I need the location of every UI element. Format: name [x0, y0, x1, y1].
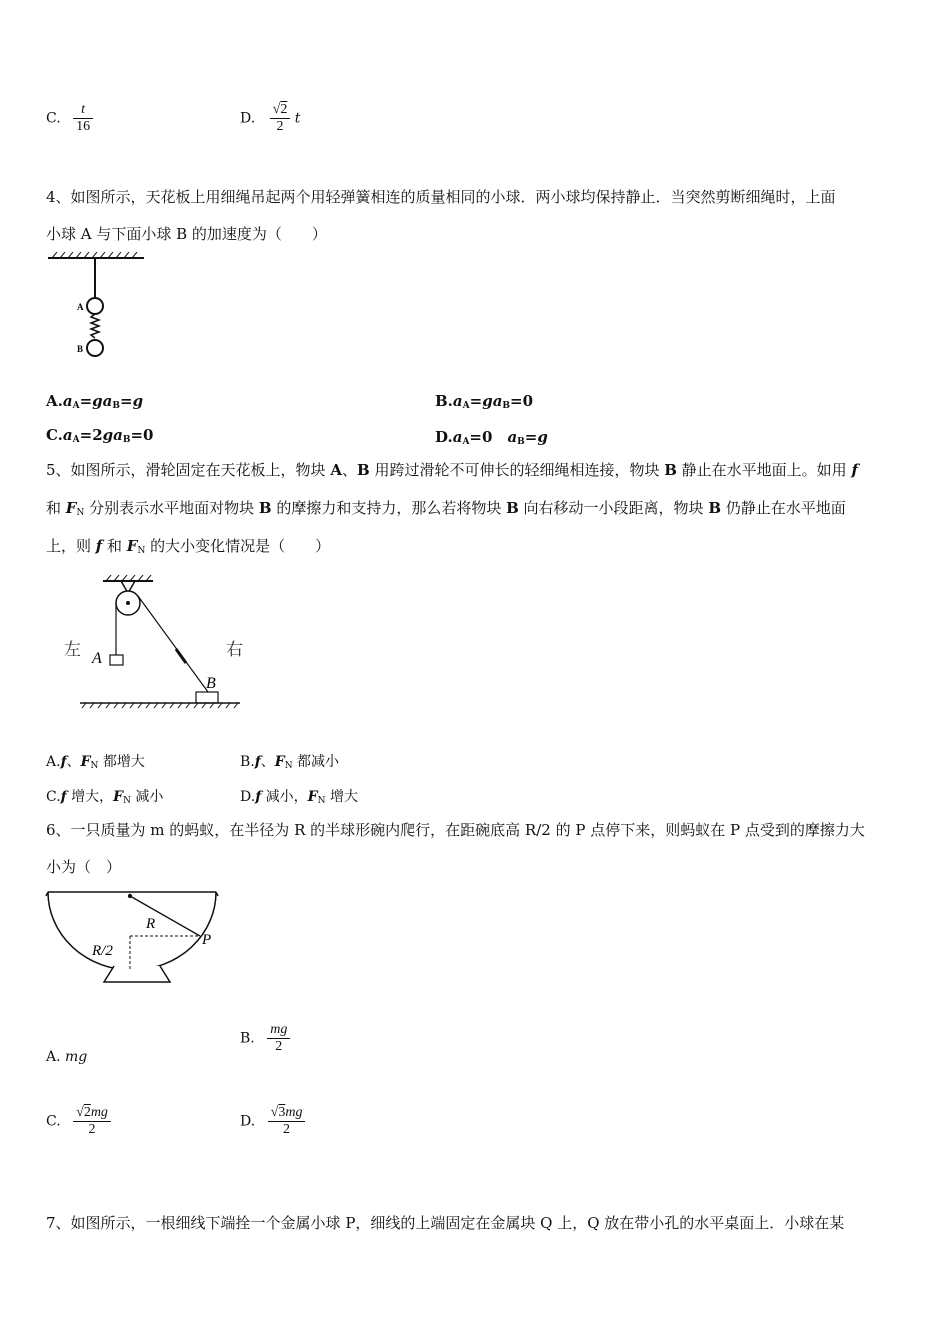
q5-stem-line2: 和 $F_N$ 分别表示水平地面对物块 B 的摩擦力和支持力，那么若将物块 B 向右移动一小段距离，物块 B 仍静止在水平地面: [46, 499, 846, 518]
q6-option-d: D. $\frac{√3mg}{2}$: [240, 1105, 305, 1138]
option-letter: C.: [46, 110, 61, 127]
label-r: R: [146, 916, 156, 932]
q5-stem-line3: 上，则 f 和 $F_N$ 的大小变化情况是（ ）: [46, 537, 331, 556]
q5-option-c: C.f 增大，$F_N$ 减小: [46, 789, 164, 806]
q4-stem-line2: 小球 A 与下面小球 B 的加速度为（ ）: [46, 225, 327, 243]
suffix: t: [294, 110, 301, 127]
label-b: B: [77, 344, 84, 354]
block-a: [110, 655, 123, 665]
q4-option-d: $D.a_A=0$ $a_B=g$: [435, 428, 548, 447]
q6-option-b: B. $\frac{mg}{2}$: [240, 1022, 290, 1055]
spring: [91, 314, 99, 338]
label-left: 左: [64, 640, 81, 659]
label-a: A: [92, 650, 102, 667]
q4-option-b: $B.a_A=ga_B=0$: [435, 392, 534, 411]
denominator: 2: [276, 119, 284, 134]
q5-option-a: A.f、$F_N$ 都增大: [46, 754, 145, 771]
bowl-base: [104, 966, 170, 982]
q5-stem-line1: 5、如图所示，滑轮固定在天花板上，物块 A、B 用跨过滑轮不可伸长的轻细绳相连接，物块 B 静止在水平地面上。如用 f: [46, 461, 858, 479]
denominator: 16: [76, 119, 91, 134]
radicand: 2: [280, 102, 288, 117]
ball-b: [87, 340, 103, 356]
q6-stem-line1: 6、一只质量为 m 的蚂蚁，在半径为 R 的半球形碗内爬行，在距碗底高 R/2 的 P 点停下来，则蚂蚁在 P 点受到的摩擦力大: [46, 821, 865, 839]
q4-option-c: $C.a_A=2ga_B=0$: [46, 426, 154, 445]
fraction: [73, 102, 93, 135]
label-right: 右: [226, 640, 243, 659]
q3-option-c: [46, 102, 93, 135]
numerator: √2: [270, 102, 291, 119]
fraction: [270, 102, 291, 135]
radius-line: [130, 896, 200, 936]
ball-a: [87, 298, 103, 314]
q4-option-a: $A.a_A=ga_B=g$: [46, 392, 144, 411]
block-b: [196, 692, 218, 703]
rope-b: [138, 596, 208, 692]
label-p: P: [202, 932, 212, 948]
q3-option-d: [240, 102, 300, 135]
q4-spring-figure: [46, 252, 146, 362]
label-b: B: [206, 675, 216, 692]
q6-option-c: C. $\frac{√2mg}{2}$: [46, 1105, 111, 1138]
fraction: $\frac{mg}{2}$: [267, 1022, 290, 1055]
q5-option-b: B.f、$F_N$ 都减小: [240, 754, 340, 771]
label-h: R/2: [92, 943, 113, 959]
q6-bowl-figure: [44, 884, 224, 994]
q7-stem-line1: 7、如图所示，一根细线下端拴一个金属小球 P，细线的上端固定在金属块 Q 上，Q 放在带小孔的水平桌面上．小球在某: [46, 1214, 845, 1232]
label-a: A: [77, 302, 84, 312]
q5-option-d: D.f 减小，$F_N$ 增大: [240, 789, 358, 806]
fraction: $\frac{√3mg}{2}$: [268, 1105, 306, 1138]
option-letter: D.: [240, 110, 256, 127]
q6-stem-line2: 小为（ ）: [46, 858, 122, 876]
q6-option-a: A. mg: [46, 1049, 88, 1065]
q4-stem-line1: 4、如图所示，天花板上用细绳吊起两个用轻弹簧相连的质量相同的小球．两小球均保持静止．当突然剪断细绳时，上面: [46, 188, 836, 206]
fraction: $\frac{√2mg}{2}$: [73, 1105, 111, 1138]
q5-pulley-figure: [58, 575, 248, 715]
numerator: t: [73, 102, 93, 119]
